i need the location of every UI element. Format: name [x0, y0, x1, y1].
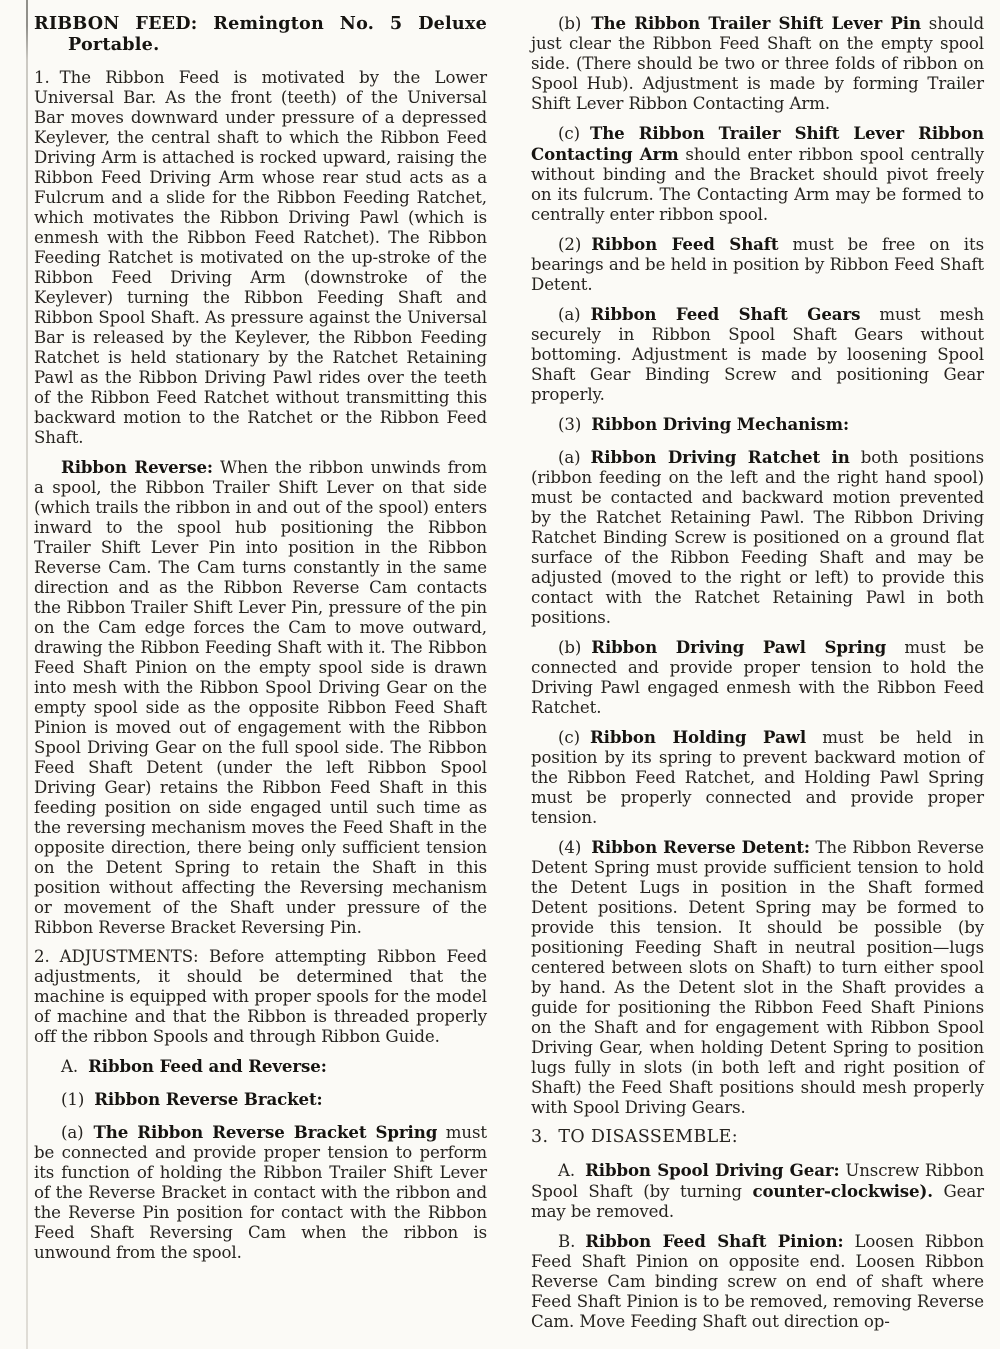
text-segment: The Ribbon Feed is motivated by the Lower Universal Bar. As the front (teeth) of the Universal Bar moves downward under pressure of a depressed Keylever, the central shaft to which the Ribbon Feed Driving Arm is attached is rocked upward, raising the Ribbon Feed Driving Arm whose rear stud acts as a Fulcrum and a slide for the Ribbon Feeding Ratchet, which motivates the Ribbon Driving Pawl (which is enmesh with the Ribbon Feed Ratchet). The Ribbon Feeding Ratchet is motivated on the up-stroke of the Ribbon Feed Driving Arm (downstroke of the Keylever) turning the Ribbon Feeding Shaft and Ribbon Spool Shaft. As pressure against the Universal Bar is released by the Keylever, the Ribbon Feeding Ratchet is held stationary by the Ratchet Retaining Pawl as the Ribbon Driving Pawl rides over the teeth of the Ribbon Feed Ratchet without transmitting this backward motion to the Ratchet or the Ribbon Feed Shaft.	[34, 68, 487, 447]
paragraph-3c-holding-pawl	[531, 727, 984, 828]
text-segment: both positions (ribbon feeding on the left and the right hand spool) must be contacted and backward motion prevented by the Ratchet Retaining Pawl. The Ribbon Driving Ratchet Binding Screw is positioned on a ground flat surface of the Ribbon Feeding Shaft and may be adjusted (moved to the right or left) to provide this contact with the Ratchet Retaining Pawl in both positions.	[531, 448, 984, 627]
text-segment: Ribbon Driving Ratchet in	[590, 447, 850, 467]
paragraph-4-reverse-detent	[531, 837, 984, 1118]
text-segment: Ribbon Feed Shaft Pinion:	[585, 1231, 844, 1251]
text-segment: must be held in position by its spring to prevent backward motion of the Ribbon Feed Ratchet, and Holding Pawl Spring must be properly connected and provide proper tension.	[531, 728, 984, 827]
text-segment: ADJUSTMENTS: Before attempting Ribbon Feed adjustments, it should be determined that the machine is equipped with proper spools for the model of machine and that the Ribbon is threaded properly off the ribbon Spools and through Ribbon Guide.	[34, 947, 487, 1046]
paragraph-1b-shift-lever-pin	[531, 13, 984, 114]
text-segment: (a)	[558, 305, 581, 324]
document-title	[34, 13, 487, 55]
text-segment: RIBBON FEED: Remington No. 5 Deluxe Portable.	[34, 13, 487, 55]
text-segment: (2)	[558, 235, 582, 254]
paragraph-b-feed-shaft-pinion	[531, 1231, 984, 1332]
text-segment: 1.	[34, 68, 50, 87]
paragraph-1a-bracket-spring	[34, 1122, 487, 1263]
right-column	[531, 13, 984, 1341]
text-segment: The Ribbon Trailer Shift Lever Pin	[591, 13, 921, 33]
text-segment: (b)	[558, 638, 582, 657]
text-segment: Ribbon Reverse Bracket:	[94, 1089, 323, 1109]
text-segment: Ribbon Driving Pawl Spring	[591, 637, 887, 657]
text-segment: Loosen Ribbon Feed Shaft Pinion on opposite end. Loosen Ribbon Reverse Cam binding screw on end of shaft where Feed Shaft Pinion is to be removed, removing Reverse Cam. Move Feeding Shaft out direction op-	[531, 1232, 984, 1331]
text-segment: Ribbon Reverse:	[61, 457, 213, 477]
text-segment: Ribbon Reverse Detent:	[591, 837, 810, 857]
paragraph-2a-feed-shaft-gears	[531, 304, 984, 405]
text-segment: 2.	[34, 947, 50, 966]
text-segment: (1)	[61, 1090, 85, 1109]
paragraph-3b-driving-pawl-spring	[531, 637, 984, 718]
text-segment: Ribbon Driving Mechanism:	[591, 414, 849, 434]
text-segment: Ribbon Feed Shaft	[591, 234, 779, 254]
text-segment: B.	[558, 1232, 576, 1251]
section-heading-3-to-disassemble	[531, 1127, 984, 1147]
paragraph-1-ribbon-feed	[34, 68, 487, 448]
text-segment: must be connected and provide proper tension to hold the Driving Pawl engaged enmesh with the Ribbon Feed Ratchet.	[531, 638, 984, 717]
text-segment: should enter ribbon spool centrally without binding and the Bracket should pivot freely on its fulcrum. The Contacting Arm may be formed to centrally enter ribbon spool.	[531, 145, 984, 224]
text-segment: counter-clockwise).	[752, 1181, 933, 1201]
text-segment: A.	[558, 1161, 576, 1180]
text-segment: The Ribbon Trailer Shift Lever Ribbon Contacting Arm	[531, 123, 984, 164]
text-segment: (c)	[558, 728, 580, 747]
text-segment: Unscrew Ribbon Spool Shaft (by turning	[531, 1161, 984, 1201]
paragraph-ribbon-reverse	[34, 457, 487, 938]
section-heading-a	[34, 1056, 487, 1077]
text-segment: The Ribbon Reverse Detent Spring must provide sufficient tension to hold the Detent Lugs in position in the Shaft formed Detent positions. Detent Spring may be formed to provide this tension. It should be possible (by positioning Feeding Shaft in neutral position—lugs centered between slots on Shaft) to turn either spool by hand. As the Detent slot in the Shaft provides a guide for positioning the Ribbon Feed Shaft Pinions on the Shaft and for engagement with Ribbon Spool Driving Gear, when holding Detent Spring to position lugs fully in slots (in both left and right position of Shaft) the Feed Shaft positions should mesh properly with Spool Driving Gears.	[531, 838, 985, 1117]
text-segment: (b)	[558, 14, 582, 33]
text-segment: TO DISASSEMBLE:	[558, 1127, 738, 1147]
text-segment: Ribbon Feed and Reverse:	[88, 1056, 327, 1076]
text-segment: must be connected and provide proper tension to perform its function of holding the Ribbon Trailer Shift Lever of the Reverse Bracket in contact with the ribbon and the Reverse Pin position for contact with the Ribbon Feed Shaft Reversing Cam when the ribbon is unwound from the spool.	[34, 1123, 487, 1262]
paragraph-a-spool-driving-gear	[531, 1160, 984, 1222]
paragraph-2-feed-shaft	[531, 234, 984, 295]
section-heading-1	[34, 1089, 487, 1110]
text-segment: (a)	[61, 1123, 84, 1142]
section-heading-3-driving-mechanism	[531, 414, 984, 435]
left-column	[34, 13, 487, 1341]
text-segment: 3.	[531, 1127, 549, 1147]
text-segment: Ribbon Holding Pawl	[589, 727, 807, 747]
text-segment: A.	[61, 1057, 79, 1076]
text-segment: must mesh securely in Ribbon Spool Shaft Gears without bottoming. Adjustment is made by loosening Spool Shaft Gear Binding Screw and positioning Gear properly.	[531, 305, 984, 404]
paragraph-1c-contacting-arm	[531, 123, 984, 225]
paragraph-3a-driving-ratchet	[531, 447, 984, 628]
text-segment: (c)	[558, 124, 580, 143]
text-segment: should just clear the Ribbon Feed Shaft on the empty spool side. (There should be two or three folds of ribbon on Spool Hub). Adjustment is made by forming Trailer Shift Lever Ribbon Contacting Arm.	[531, 14, 984, 113]
paragraph-2-adjustments	[34, 947, 487, 1047]
text-segment: (4)	[558, 838, 582, 857]
text-segment: Ribbon Feed Shaft Gears	[590, 304, 861, 324]
text-segment: (a)	[558, 448, 581, 467]
text-segment: Gear may be removed.	[531, 1182, 984, 1221]
text-segment: The Ribbon Reverse Bracket Spring	[93, 1122, 438, 1142]
text-segment: (3)	[558, 415, 582, 434]
text-segment: When the ribbon unwinds from a spool, the Ribbon Trailer Shift Lever on that side (which trails the ribbon in and out of the spool) enters inward to the spool hub positioning the Ribbon Trailer Shift Lever Pin into position in the Ribbon Reverse Cam. The Cam turns constantly in the same direction and as the Ribbon Reverse Cam contacts the Ribbon Trailer Shift Lever Pin, pressure of the pin on the Cam edge forces the Cam to move outward, drawing the Ribbon Feeding Shaft with it. The Ribbon Feed Shaft Pinion on the empty spool side is drawn into mesh with the Ribbon Spool Driving Gear on the empty spool side as the opposite Ribbon Feed Shaft Pinion is moved out of engagement with the Ribbon Spool Driving Gear on the full spool side. The Ribbon Feed Shaft Detent (under the left Ribbon Spool Driving Gear) retains the Ribbon Feed Shaft in this feeding position on side engaged until such time as the reversing mechanism moves the Feed Shaft in the opposite direction, there being only sufficient tension on the Detent Spring to retain the Shaft in this position without affecting the Reversing mechanism or movement of the Shaft under pressure of the Ribbon Reverse Bracket Reversing Pin.	[34, 458, 487, 937]
text-segment: must be free on its bearings and be held in position by Ribbon Feed Shaft Detent.	[531, 235, 985, 294]
text-segment: Ribbon Spool Driving Gear:	[585, 1160, 840, 1180]
